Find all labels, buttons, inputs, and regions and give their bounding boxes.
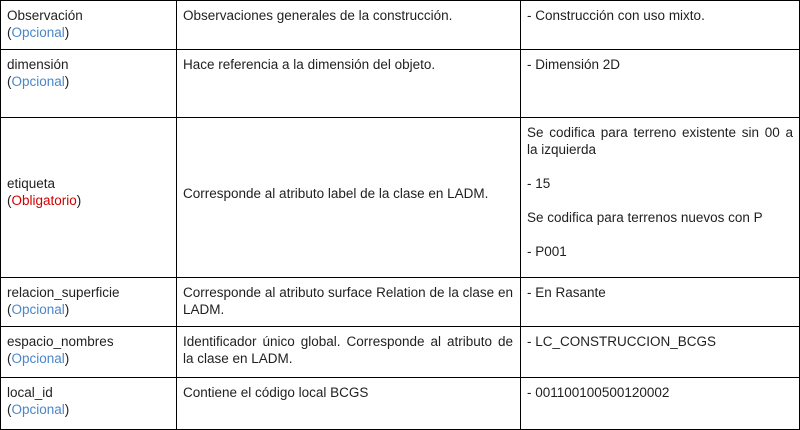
attribute-name: Observación bbox=[7, 8, 83, 23]
column-divider bbox=[0, 0, 1, 430]
attribute-description: Contiene el código local BCGS bbox=[183, 385, 369, 400]
description-cell bbox=[176, 49, 520, 117]
description-cell bbox=[176, 326, 520, 377]
attribute-description: Corresponde al atributo label de la clase en LADM. bbox=[183, 185, 489, 201]
example-value: Se codifica para terrenos nuevos con P bbox=[527, 210, 763, 225]
row-divider bbox=[0, 277, 800, 278]
attribute-name-cell bbox=[0, 117, 176, 277]
status-label: Opcional bbox=[11, 351, 65, 366]
status-label: Opcional bbox=[11, 74, 65, 89]
attribute-name-cell bbox=[0, 49, 176, 117]
description-cell bbox=[176, 0, 520, 49]
attribute-description: Identificador único global. Corresponde al atributo de la clase en LADM. bbox=[183, 334, 513, 366]
attribute-name-cell bbox=[0, 0, 176, 49]
attribute-name: espacio_nombres bbox=[7, 334, 114, 349]
value-cell bbox=[520, 0, 800, 49]
description-cell bbox=[176, 277, 520, 326]
row-divider bbox=[0, 49, 800, 50]
attribute-name-cell bbox=[0, 277, 176, 326]
attribute-description: Observaciones generales de la construcción. bbox=[183, 8, 453, 23]
description-cell bbox=[176, 377, 520, 430]
example-value: - Construcción con uso mixto. bbox=[527, 8, 705, 23]
attribute-name-cell bbox=[0, 377, 176, 430]
table-row bbox=[0, 326, 800, 377]
table-row bbox=[0, 117, 800, 277]
row-divider bbox=[0, 0, 800, 1]
value-cell bbox=[520, 49, 800, 117]
status-label: Opcional bbox=[11, 25, 65, 40]
attribute-name: relacion_superficie bbox=[7, 285, 120, 300]
example-value: Se codifica para terreno existente sin 00 a la izquierda bbox=[527, 125, 793, 157]
attribute-status: (Opcional) bbox=[7, 351, 70, 366]
example-value: - LC_CONSTRUCCION_BCGS bbox=[527, 334, 717, 349]
attribute-name-cell bbox=[0, 326, 176, 377]
row-divider bbox=[0, 377, 800, 378]
column-divider bbox=[520, 0, 521, 430]
attribute-status: (Opcional) bbox=[7, 25, 70, 40]
value-cell bbox=[520, 277, 800, 326]
attribute-name: local_id bbox=[7, 385, 53, 400]
table-row bbox=[0, 377, 800, 430]
attribute-status: (Opcional) bbox=[7, 74, 70, 89]
example-value: - En Rasante bbox=[527, 285, 606, 300]
attribute-status: (Opcional) bbox=[7, 302, 70, 317]
status-label: Opcional bbox=[11, 402, 65, 417]
column-divider bbox=[176, 0, 177, 430]
example-value: - 15 bbox=[527, 176, 551, 191]
table-row bbox=[0, 0, 800, 49]
value-cell bbox=[520, 377, 800, 430]
row-divider bbox=[0, 326, 800, 327]
example-value: - P001 bbox=[527, 244, 567, 259]
value-cell bbox=[520, 326, 800, 377]
attribute-description: Hace referencia a la dimensión del objeto. bbox=[183, 57, 436, 72]
status-label: Opcional bbox=[11, 302, 65, 317]
example-value: - 001100100500120002 bbox=[527, 385, 670, 400]
attribute-name: dimensión bbox=[7, 57, 69, 72]
description-cell bbox=[176, 117, 520, 277]
row-divider bbox=[0, 117, 800, 118]
attribute-description: Corresponde al atributo surface Relation de la clase en LADM. bbox=[183, 285, 513, 317]
value-cell bbox=[520, 117, 800, 277]
table-row bbox=[0, 49, 800, 117]
table-row bbox=[0, 277, 800, 326]
attribute-name: etiqueta bbox=[7, 176, 56, 191]
attribute-status: (Obligatorio) bbox=[7, 193, 82, 208]
example-value: - Dimensión 2D bbox=[527, 57, 621, 72]
status-label: Obligatorio bbox=[11, 193, 77, 208]
attribute-status: (Opcional) bbox=[7, 402, 70, 417]
